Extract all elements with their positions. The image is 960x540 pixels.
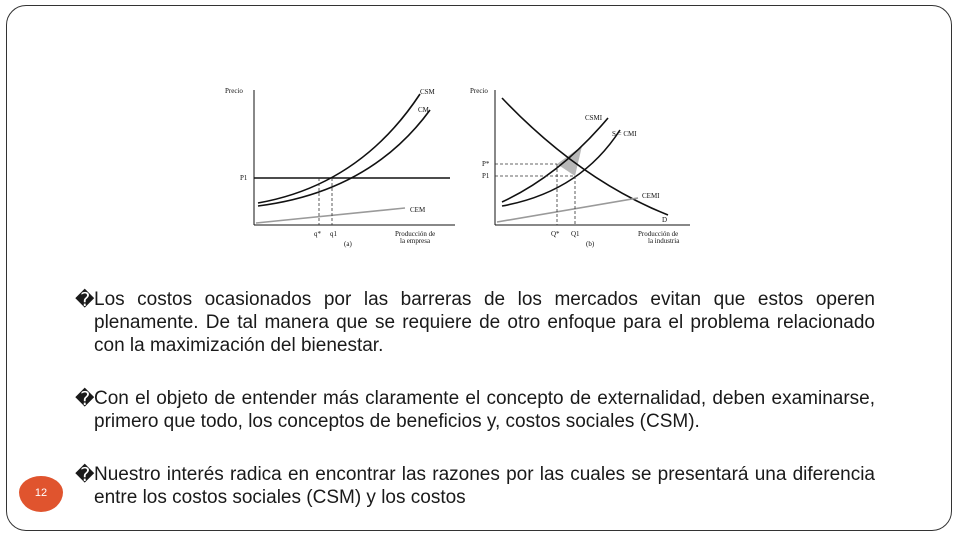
panel-b-csm-label: CSMI xyxy=(585,114,603,122)
panel-a-caption: (a) xyxy=(344,240,352,248)
panel-b-cem-label: CEMI xyxy=(642,192,660,200)
panel-b-pstar-label: P* xyxy=(482,160,490,168)
panel-a-x-axis-label-line2: la empresa xyxy=(400,237,431,245)
bullet-box-icon: � xyxy=(75,389,95,410)
panel-a-price-label: P1 xyxy=(240,174,248,182)
panel-b-cem-curve xyxy=(497,198,638,222)
panel-a-y-axis-label: Precio xyxy=(225,87,243,95)
bullet-text: Con el objeto de entender más claramente el concepto de externalidad, deben examinarse, primero que todo, los conceptos de beneficios y, costos sociales (CSM). xyxy=(94,388,875,432)
panel-b-caption: (b) xyxy=(586,240,595,248)
panel-a-q1-label: q1 xyxy=(330,230,337,238)
bullet-box-icon: � xyxy=(75,465,95,486)
bullet-item xyxy=(75,387,875,433)
panel-a-cm-label: CM xyxy=(418,106,429,114)
panel-a-csm-label: CSM xyxy=(420,88,435,96)
panel-b-x-axis-label-line2: la industria xyxy=(648,237,680,245)
panel-b xyxy=(470,87,690,248)
panel-b-qstar-label: Q* xyxy=(551,230,560,238)
cost-curves-diagram xyxy=(220,80,705,250)
bullet-item xyxy=(75,288,875,357)
panel-a-cem-curve xyxy=(256,208,405,223)
panel-b-p1-label: P1 xyxy=(482,172,490,180)
bullet-item xyxy=(75,463,875,509)
externality-figure xyxy=(220,80,705,250)
bullet-box-icon: � xyxy=(75,290,95,311)
bullet-text: Nuestro interés radica en encontrar las razones por las cuales se presentará una diferencia entre los costos sociales (CSM) y los costos xyxy=(94,464,875,508)
page-number-badge: 12 xyxy=(19,476,63,512)
panel-b-s-curve xyxy=(502,130,620,206)
panel-b-s-label: S = CMI xyxy=(612,130,637,138)
bullet-text: Los costos ocasionados por las barreras de los mercados evitan que estos operen plenamente. De tal manera que se requiere de otro enfoque para el problema relacionado con la maximización del bienestar. xyxy=(94,289,875,356)
panel-b-demand-label: D xyxy=(662,216,668,224)
panel-a-cem-label: CEM xyxy=(410,206,426,214)
bullet-list xyxy=(75,288,875,509)
panel-a-x-axis-label-line1: Producción de xyxy=(395,230,436,238)
panel-a xyxy=(225,87,455,248)
panel-b-y-axis-label: Precio xyxy=(470,87,488,95)
panel-b-q1-label: Q1 xyxy=(571,230,580,238)
panel-b-x-axis-label-line1: Producción de xyxy=(638,230,679,238)
panel-a-qstar-label: q* xyxy=(314,230,321,238)
panel-a-cm-curve xyxy=(258,110,430,206)
